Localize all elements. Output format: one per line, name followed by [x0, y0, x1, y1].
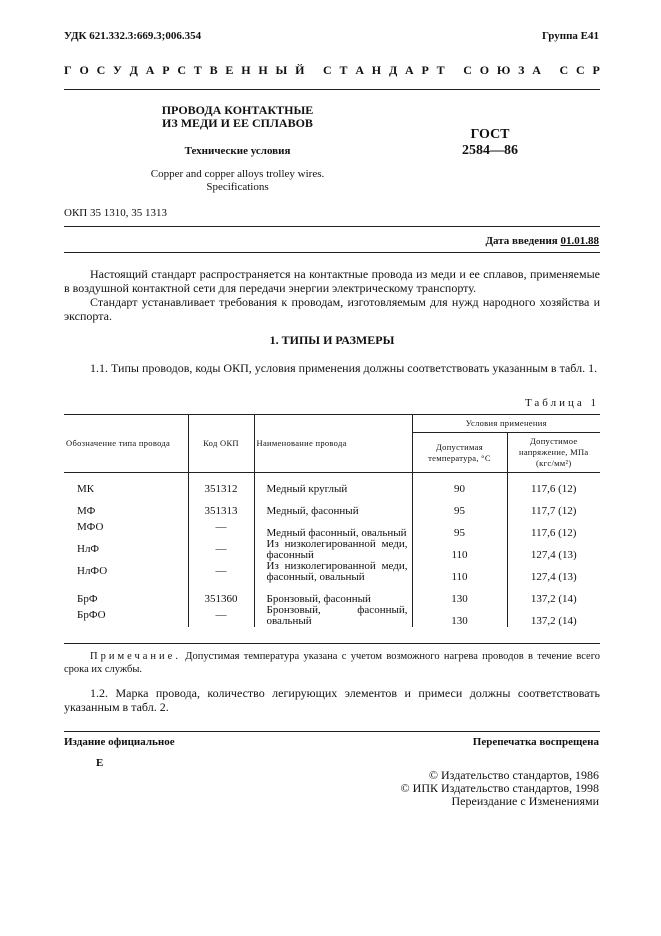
intro-date-label: Дата введения [485, 235, 558, 247]
banner-letter: У [113, 63, 122, 77]
standard-banner [64, 63, 600, 78]
banner-letter: С [463, 63, 472, 77]
banner-letter: Т [436, 63, 445, 77]
table-row [64, 583, 600, 605]
banner-letter: Й [295, 63, 305, 77]
paragraph-1-2: 1.2. Марка провода, количество легирующих элементов и примеси должны соответствовать указанным в табл. 2. [64, 686, 600, 714]
cell-type: НлФО [77, 564, 108, 577]
cell-name: Медный фасонный, овальный [254, 517, 412, 539]
cell-temperature: 110 [412, 561, 507, 583]
header-temperature: Допустимая температура, °С [412, 433, 507, 473]
banner-letter: Н [241, 63, 251, 77]
cell-stress: 117,6 (12) [507, 473, 600, 495]
cell-okp-code: 351313 [188, 495, 254, 517]
section-1-title: 1. ТИПЫ И РАЗМЕРЫ [269, 333, 395, 347]
note-label: Примечание. [90, 651, 181, 662]
gost-designation [440, 127, 540, 159]
cell-okp-code: — [188, 561, 254, 583]
banner-letter [312, 63, 315, 78]
gost-number: 2584—86 [462, 143, 518, 158]
reissue-note: Переиздание с Изменениями [451, 794, 599, 808]
header-designation: Обозначение типа провода [64, 415, 188, 473]
banner-letter: Ы [275, 63, 288, 77]
cell-name: Из низколегированной меди, фасонный, овальный [254, 561, 412, 583]
banner-letter: С [323, 63, 332, 77]
cell-type: МФ [77, 504, 96, 517]
group-code: Группа Е41 [541, 30, 599, 42]
cell-type: МФО [77, 520, 104, 533]
banner-letter: С [576, 63, 585, 77]
cell-stress: 127,4 (13) [507, 539, 600, 561]
paragraph-1-1: 1.1. Типы проводов, коды ОКП, условия применения должны соответствовать указанным в табл. 1. [90, 361, 598, 375]
cell-type: НлФ [77, 542, 100, 555]
table-row [64, 517, 600, 539]
banner-letter: Д [388, 63, 398, 77]
banner-letter [549, 63, 552, 78]
cell-name: Бронзовый, фасонный [254, 583, 412, 605]
table-row [64, 561, 600, 583]
banner-letter: С [96, 63, 106, 77]
cell-type: БрФ [77, 592, 98, 605]
cell-okp-code: — [188, 605, 254, 627]
cell-name: Бронзовый, фасонный, овальный [254, 605, 412, 627]
udk-code: УДК 621.332.3:669.3;006.354 [64, 30, 202, 42]
reprint-prohibited: Перепечатка воспрещена [472, 736, 599, 748]
table-row [64, 539, 600, 561]
title-line-2: ИЗ МЕДИ И ЕЕ СПЛАВОВ [162, 116, 313, 130]
banner-letter: С [559, 63, 569, 77]
cell-type: МК [77, 482, 95, 495]
banner-letter: О [479, 63, 490, 77]
gost-label: ГОСТ [470, 127, 510, 142]
table-row [64, 495, 600, 517]
cell-type: БрФО [77, 608, 106, 621]
cell-temperature: 95 [412, 495, 507, 517]
banner-letter: В [209, 63, 218, 77]
cell-stress: 137,2 (14) [507, 605, 600, 627]
banner-letter: А [355, 63, 364, 77]
official-edition: Издание официальное [64, 736, 175, 748]
cell-okp-code: — [188, 517, 254, 539]
table-note [64, 650, 600, 676]
banner-letter: Н [258, 63, 268, 77]
header-stress [507, 433, 600, 473]
cell-temperature: 130 [412, 583, 507, 605]
intro-date [485, 235, 599, 247]
copyright-2: © ИПК Издательство стандартов, 1998 [400, 781, 599, 795]
header-name: Наименование провода [254, 415, 412, 473]
title-line-1: ПРОВОДА КОНТАКТНЫЕ [161, 103, 314, 117]
banner-letter: Р [421, 63, 429, 77]
banner-letter: Р [592, 63, 600, 77]
english-title-2: Specifications [206, 181, 269, 193]
cell-okp-code: 351360 [188, 583, 254, 605]
cell-temperature: 95 [412, 517, 507, 539]
table-row [64, 473, 600, 495]
cell-stress: 127,4 (13) [507, 561, 600, 583]
banner-letter: Т [339, 63, 348, 77]
cell-temperature: 130 [412, 605, 507, 627]
cell-temperature: 110 [412, 539, 507, 561]
intro-paragraph-1: Настоящий стандарт распространяется на контактные провода из меди и ее сплавов, применяемые в воздушной контактной сети для передачи энергии электрическому транспорту. [64, 267, 600, 295]
banner-letter: З [518, 63, 525, 77]
edition-letter: Е [96, 757, 104, 769]
table-1-body [64, 473, 600, 627]
english-title-1: Copper and copper alloys trolley wires. [150, 168, 325, 180]
date-rule [64, 252, 600, 253]
okp-codes: ОКП 35 1310, 35 1313 [64, 207, 167, 219]
banner-letter: С [177, 63, 186, 77]
cell-temperature: 90 [412, 473, 507, 495]
cell-okp-code: 351312 [188, 473, 254, 495]
cell-stress: 117,7 (12) [507, 495, 600, 517]
banner-letter: А [145, 63, 155, 77]
header-rule [64, 89, 600, 90]
banner-letter: Е [225, 63, 234, 77]
cell-name: Медный, фасонный [254, 495, 412, 517]
banner-letter: Ю [496, 63, 511, 77]
banner-letter [452, 63, 455, 78]
table-label: Таблица 1 [524, 397, 599, 409]
intro-date-value: 01.01.88 [560, 235, 599, 247]
cell-stress: 117,6 (12) [507, 517, 600, 539]
header-stress-text: Допустимое напряжение, МПа [518, 436, 589, 457]
footer-rule [64, 731, 600, 732]
banner-letter: О [79, 63, 89, 77]
cell-stress: 137,2 (14) [507, 583, 600, 605]
banner-letter: А [405, 63, 414, 77]
cell-name: Медный круглый [254, 473, 412, 495]
note-text: Допустимая температура указана с учетом возможного нагрева проводов в течение всего срока их службы. [64, 651, 600, 675]
banner-letter: Т [193, 63, 202, 77]
banner-letter: Д [129, 63, 138, 77]
header-okp-code: Код ОКП [188, 415, 254, 473]
header-conditions: Условия применения [412, 415, 600, 433]
cell-okp-code: — [188, 539, 254, 561]
table-bottom-rule [64, 643, 600, 644]
intro-paragraph-2: Стандарт устанавливает требования к проводам, изготовляемым для нужд народного хозяйства и экспорта. [64, 295, 600, 323]
banner-letter: Р [162, 63, 170, 77]
subtitle: Технические условия [184, 145, 291, 157]
okp-rule [64, 226, 600, 227]
header-stress-unit: (кгс/мм²) [536, 458, 572, 468]
cell-name: Из низколегированной меди, фасонный [254, 539, 412, 561]
copyright-1: © Издательство стандартов, 1986 [428, 768, 599, 782]
banner-letter: А [532, 63, 541, 77]
banner-letter: Н [371, 63, 382, 77]
table-row [64, 605, 600, 627]
banner-letter: Г [64, 63, 72, 77]
table-1 [64, 414, 600, 627]
